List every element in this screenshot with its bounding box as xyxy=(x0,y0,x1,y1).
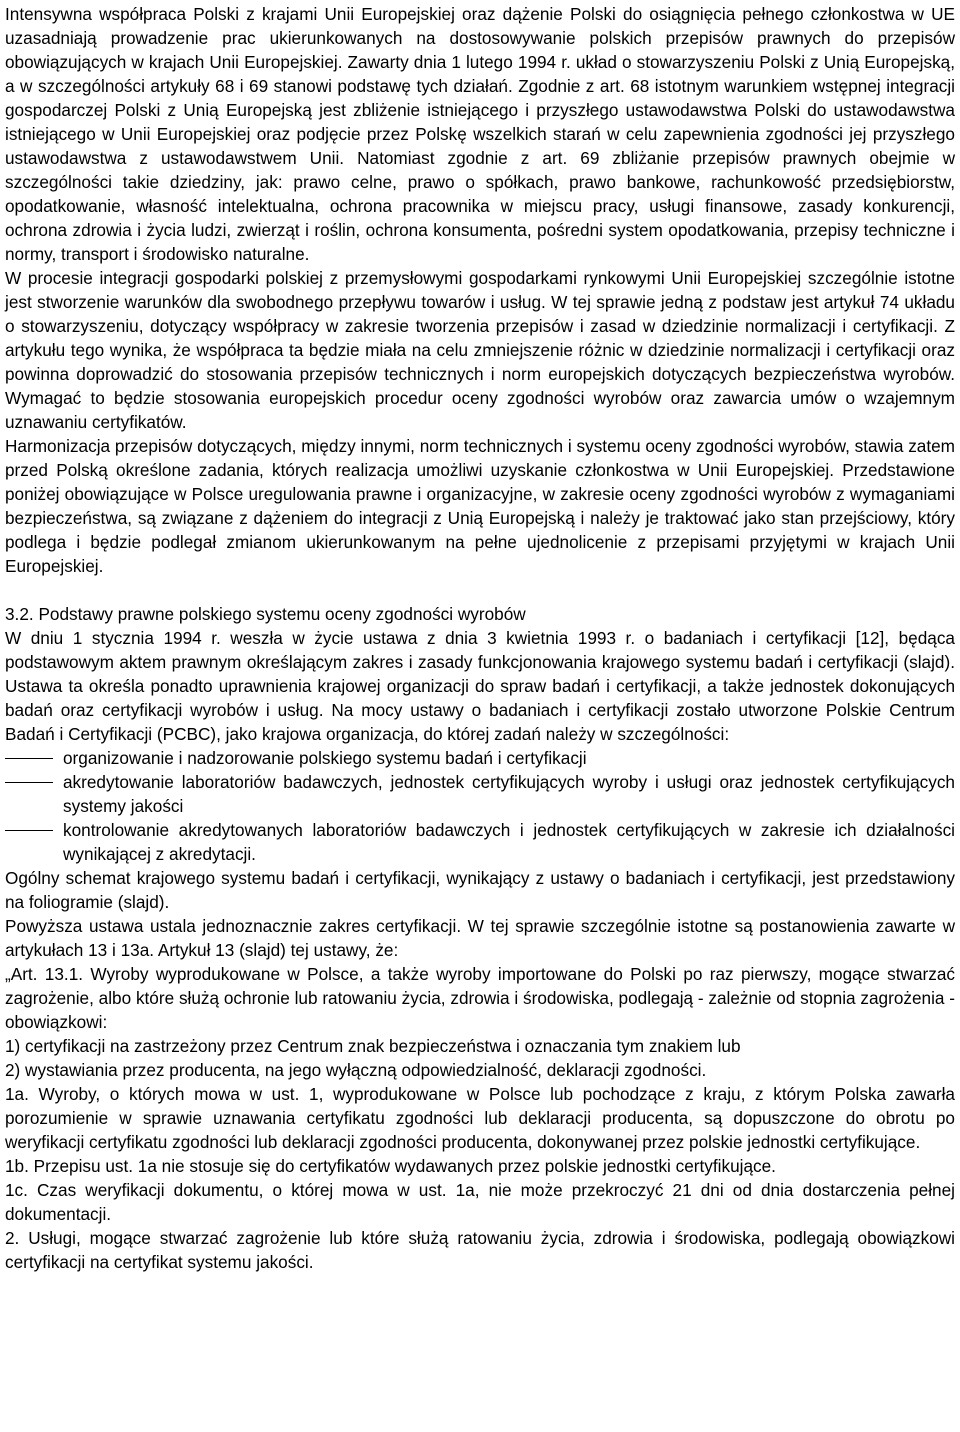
list-item-text: akredytowanie laboratoriów badawczych, jednostek certyfikujących wyroby i usługi oraz jednostek certyfikujących systemy jakości xyxy=(63,772,955,816)
paragraph-goods-services: W procesie integracji gospodarki polskiej z przemysłowymi gospodarkami rynkowymi Unii Europejskiej szczególnie istotne jest stworzenie warunków dla swobodnego przepływu towarów i usług. W tej sprawie jedną z podstaw jest artykuł 74 układu o stowarzyszeniu, dotyczący współpracy w zakresie tworzenia przepisów i zasad w dziedzinie normalizacji i certyfikacji. Z artykułu tego wynika, że współpraca ta będzie miała na celu zmniejszenie różnic w dziedzinie normalizacji i certyfikacji oraz powinna doprowadzić do stosowania przepisów technicznych i norm europejskich dotyczących bezpieczeństwa wyrobów. Wymagać to będzie stosowania europejskich procedur oceny zgodności wyrobów oraz zawarcia umów o wzajemnym uznawaniu certyfikatów. xyxy=(5,268,955,432)
list-item xyxy=(5,818,955,866)
paragraph-point-2: 2) wystawiania przez producenta, na jego wyłączną odpowiedzialność, deklaracji zgodności. xyxy=(5,1060,707,1080)
list-item-text: kontrolowanie akredytowanych laboratoriów badawczych i jednostek certyfikujących w zakresie ich działalności wynikającej z akredytacji. xyxy=(63,820,955,864)
paragraph-1b: 1b. Przepisu ust. 1a nie stosuje się do certyfikatów wydawanych przez polskie jednostki certyfikujące. xyxy=(5,1156,776,1176)
list-item-text: organizowanie i nadzorowanie polskiego systemu badań i certyfikacji xyxy=(63,748,587,768)
paragraph-scope: Powyższa ustawa ustala jednoznacznie zakres certyfikacji. W tej sprawie szczególnie istotne są postanowienia zawarte w artykułach 13 i 13a. Artykuł 13 (slajd) tej ustawy, że: xyxy=(5,916,955,960)
dash-bullet-icon xyxy=(5,830,53,831)
paragraph-2: 2. Usługi, mogące stwarzać zagrożenie lub które służą ratowaniu życia, zdrowia i środowiska, podlegają obowiązkowi certyfikacji na certyfikat systemu jakości. xyxy=(5,1228,955,1272)
paragraph-schema: Ogólny schemat krajowego systemu badań i certyfikacji, wynikający z ustawy o badaniach i certyfikacji, jest przedstawiony na foliogramie (slajd). xyxy=(5,868,955,912)
list-item xyxy=(5,746,955,770)
paragraph-integration-intro: Intensywna współpraca Polski z krajami Unii Europejskiej oraz dążenie Polski do osiągnięcia pełnego członkostwa w UE uzasadniają prowadzenie prac ukierunkowanych na dostosowywanie polskich przepisów prawnych do przepisów obowiązujących w krajach Unii Europejskiej. Zawarty dnia 1 lutego 1994 r. układ o stowarzyszeniu Polski z Unią Europejską, a w szczególności artykuły 68 i 69 stanowi podstawę tych działań. Zgodnie z art. 68 istotnym warunkiem wstępnej integracji gospodarczej Polski z Unią Europejską jest zbliżenie istniejącego i przyszłego ustawodawstwa Polski do ustawodawstwa istniejącego w Unii Europejskiej oraz podjęcie przez Polskę wszelkich starań w celu zapewnienia zgodności jej przyszłego ustawodawstwa z ustawodawstwem Unii. Natomiast zgodnie z art. 69 zbliżanie przepisów prawnych obejmie w szczególności takie dziedziny, jak: prawo celne, prawo o spółkach, prawo bankowe, rachunkowość przedsiębiorstw, opodatkowanie, własność intelektualna, ochrona pracownika w miejscu pracy, usługi finansowe, zasady konkurencji, ochrona zdrowia i życia ludzi, zwierząt i roślin, ochrona konsumenta, pośredni system opodatkowania, przepisy techniczne i normy, transport i środowisko naturalne. xyxy=(5,4,955,264)
list-item xyxy=(5,770,955,818)
paragraph-1c: 1c. Czas weryfikacji dokumentu, o której mowa w ust. 1a, nie może przekroczyć 21 dni od dnia dostarczenia pełnej dokumentacji. xyxy=(5,1180,955,1224)
section-heading: 3.2. Podstawy prawne polskiego systemu oceny zgodności wyrobów xyxy=(5,604,526,624)
paragraph-section-intro: W dniu 1 stycznia 1994 r. weszła w życie ustawa z dnia 3 kwietnia 1993 r. o badaniach i certyfikacji [12], będąca podstawowym aktem prawnym określającym zakres i zasady funkcjonowania krajowego systemu badań i certyfikacji (slajd). Ustawa ta określa ponadto uprawnienia krajowej organizacji do spraw badań i certyfikacji, a także jednostek dokonujących badań oraz certyfikacji wyrobów i usług. Na mocy ustawy o badaniach i certyfikacji zostało utworzone Polskie Centrum Badań i Certyfikacji (PCBC), jako krajowa organizacja, do której zadań należy w szczególności: xyxy=(5,628,955,744)
paragraph-point-1: 1) certyfikacji na zastrzeżony przez Centrum znak bezpieczeństwa i oznaczania tym znakiem lub xyxy=(5,1036,741,1056)
paragraph-art-13-1: „Art. 13.1. Wyroby wyprodukowane w Polsce, a także wyroby importowane do Polski po raz pierwszy, mogące stwarzać zagrożenie, albo które służą ochronie lub ratowaniu życia, zdrowia i środowiska, podlegają - zależnie od stopnia zagrożenia - obowiązkowi: xyxy=(5,964,955,1032)
dash-bullet-icon xyxy=(5,758,53,759)
paragraph-harmonization: Harmonizacja przepisów dotyczących, między innymi, norm technicznych i systemu oceny zgodności wyrobów, stawia zatem przed Polską określone zadania, których realizacja umożliwi uzyskanie członkostwa w Unii Europejskiej. Przedstawione poniżej obowiązujące w Polsce uregulowania prawne i organizacyjne, w zakresie oceny zgodności wyrobów z wymaganiami bezpieczeństwa, są związane z dążeniem do integracji z Unią Europejską i należy je traktować jako stan przejściowy, który podlega i będzie podlegał zmianom ukierunkowanym na pełne ujednolicenie z przepisami przyjętymi w krajach Unii Europejskiej. xyxy=(5,436,955,576)
dash-bullet-icon xyxy=(5,782,53,783)
paragraph-1a: 1a. Wyroby, o których mowa w ust. 1, wyprodukowane w Polsce lub pochodzące z kraju, z którym Polska zawarła porozumienie w sprawie uznawania certyfikatu zgodności lub deklaracji producenta, są dopuszczone do obrotu po weryfikacji certyfikatu zgodności lub deklaracji zgodności producenta, dokonywanej przez polskie jednostki certyfikujące. xyxy=(5,1084,955,1152)
